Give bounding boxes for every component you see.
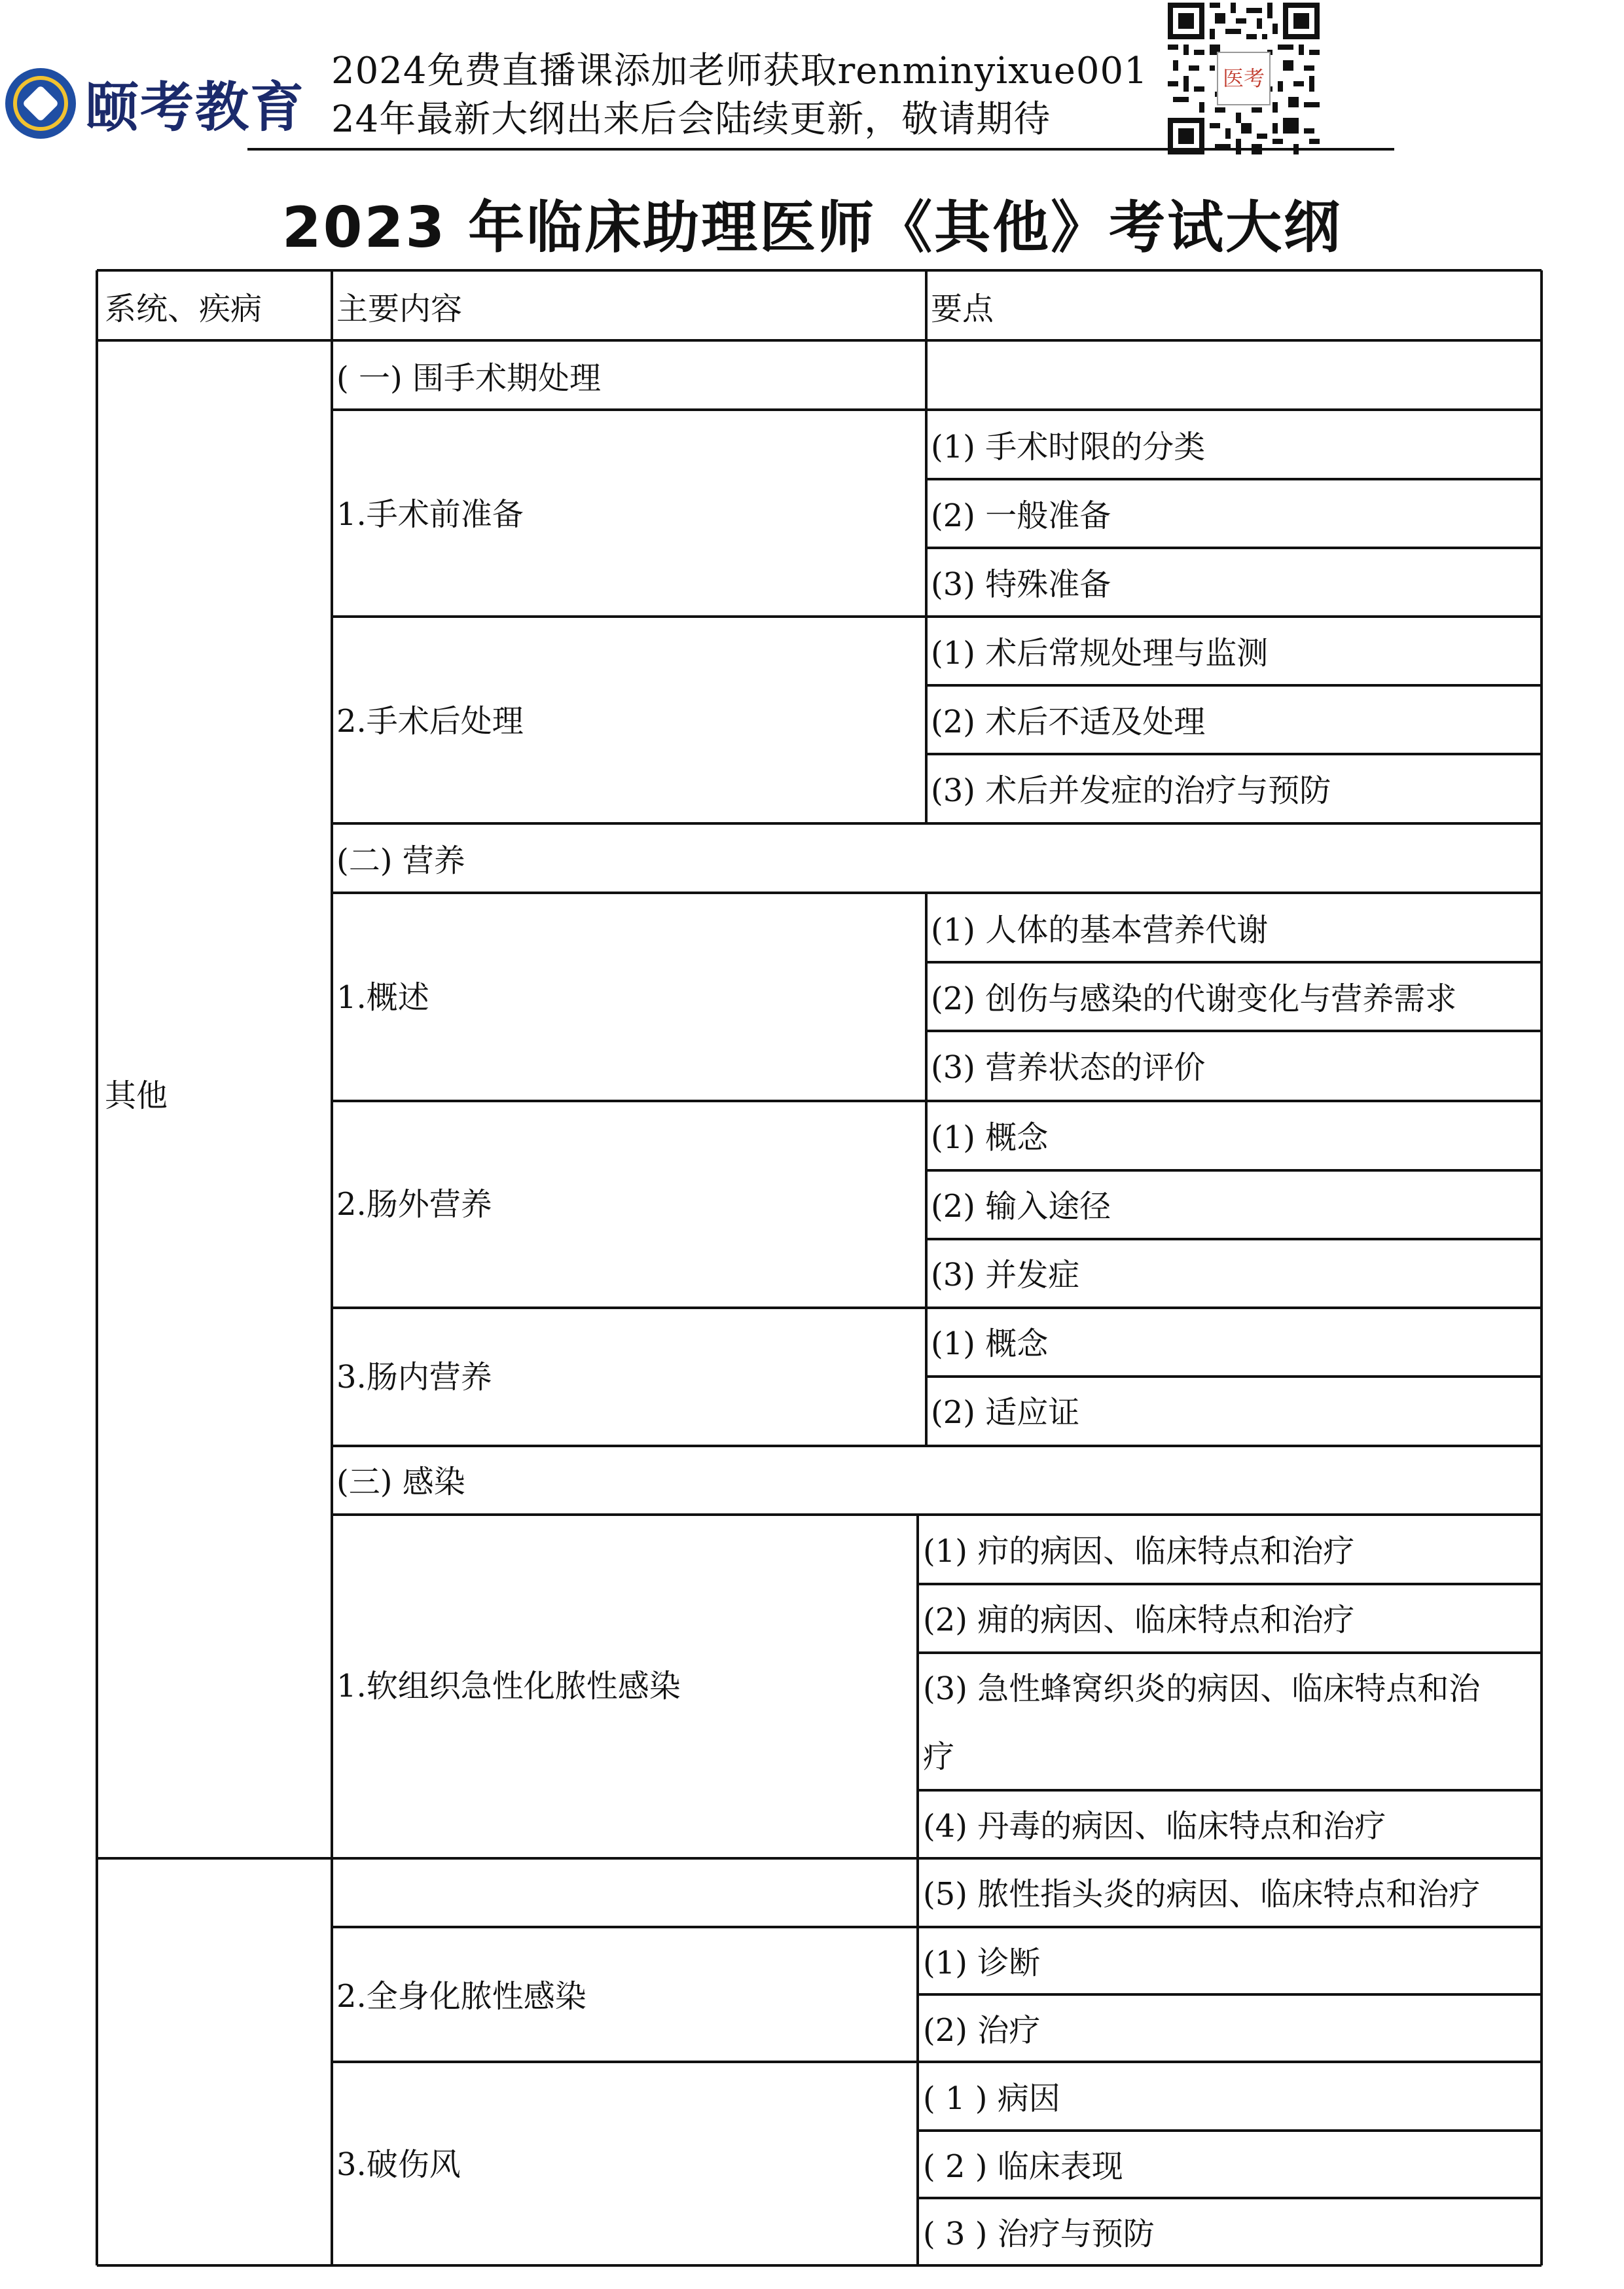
brand-name: 颐考教育 [85, 77, 306, 139]
promo-line-2: 24年最新大纲出来后会陆续更新，敬请期待 [331, 98, 1051, 141]
topic-label: 2.手术后处理 [336, 703, 524, 740]
point-item: (3) 急性蜂窝织炎的病因、临床特点和治 [923, 1670, 1481, 1707]
topic-label: 3.破伤风 [336, 2146, 461, 2183]
point-item: (1) 概念 [931, 1325, 1049, 1362]
column-header-points: 要点 [931, 291, 994, 327]
promo-line-1: 2024免费直播课添加老师获取renminyixue001 [331, 50, 1148, 92]
point-item: (1) 术后常规处理与监测 [931, 635, 1269, 672]
topic-label: 1.概述 [336, 979, 429, 1016]
topic-label: 2.肠外营养 [336, 1186, 492, 1223]
topic-label: 1.手术前准备 [336, 496, 524, 533]
point-item: ( 1 ) 病因 [923, 2080, 1060, 2117]
qr-center-label: 医考 [1222, 65, 1265, 91]
page-title: 2023 年临床助理医师《其他》考试大纲 [281, 195, 1343, 261]
point-item: (2) 适应证 [931, 1394, 1080, 1431]
topic-label: 2.全身化脓性感染 [336, 1978, 586, 2015]
point-item: (1) 疖的病因、临床特点和治疗 [923, 1533, 1355, 1570]
point-item: (1) 概念 [931, 1119, 1049, 1156]
point-item: (3) 营养状态的评价 [931, 1049, 1206, 1086]
point-item: (3) 术后并发症的治疗与预防 [931, 772, 1331, 809]
point-item: (2) 一般准备 [931, 497, 1111, 534]
point-item-continued: 疗 [923, 1739, 955, 1775]
point-item: (1) 诊断 [923, 1945, 1041, 1981]
section-heading: ( 一) 围手术期处理 [336, 360, 601, 397]
column-header-system: 系统、疾病 [105, 291, 262, 327]
point-item: ( 3 ) 治疗与预防 [923, 2216, 1155, 2252]
topic-label: 3.肠内营养 [336, 1359, 492, 1396]
section-heading: (三) 感染 [336, 1464, 465, 1500]
column-header-content: 主要内容 [336, 291, 463, 327]
point-item: (2) 创伤与感染的代谢变化与营养需求 [931, 981, 1457, 1017]
point-item: (1) 手术时限的分类 [931, 429, 1206, 465]
point-item: (2) 治疗 [923, 2012, 1041, 2049]
point-item: (5) 脓性指头炎的病因、临床特点和治疗 [923, 1876, 1481, 1913]
point-item: (3) 特殊准备 [931, 566, 1111, 603]
point-item: (1) 人体的基本营养代谢 [931, 912, 1269, 948]
point-item: (2) 痈的病因、临床特点和治疗 [923, 1602, 1355, 1638]
system-label: 其他 [105, 1077, 168, 1114]
point-item: (4) 丹毒的病因、临床特点和治疗 [923, 1808, 1386, 1845]
point-item: ( 2 ) 临床表现 [923, 2148, 1123, 2185]
topic-label: 1.软组织急性化脓性感染 [336, 1668, 681, 1704]
section-heading: (二) 营养 [336, 842, 465, 879]
point-item: (3) 并发症 [931, 1257, 1080, 1293]
point-item: (2) 输入途径 [931, 1188, 1111, 1225]
point-item: (2) 术后不适及处理 [931, 704, 1206, 740]
